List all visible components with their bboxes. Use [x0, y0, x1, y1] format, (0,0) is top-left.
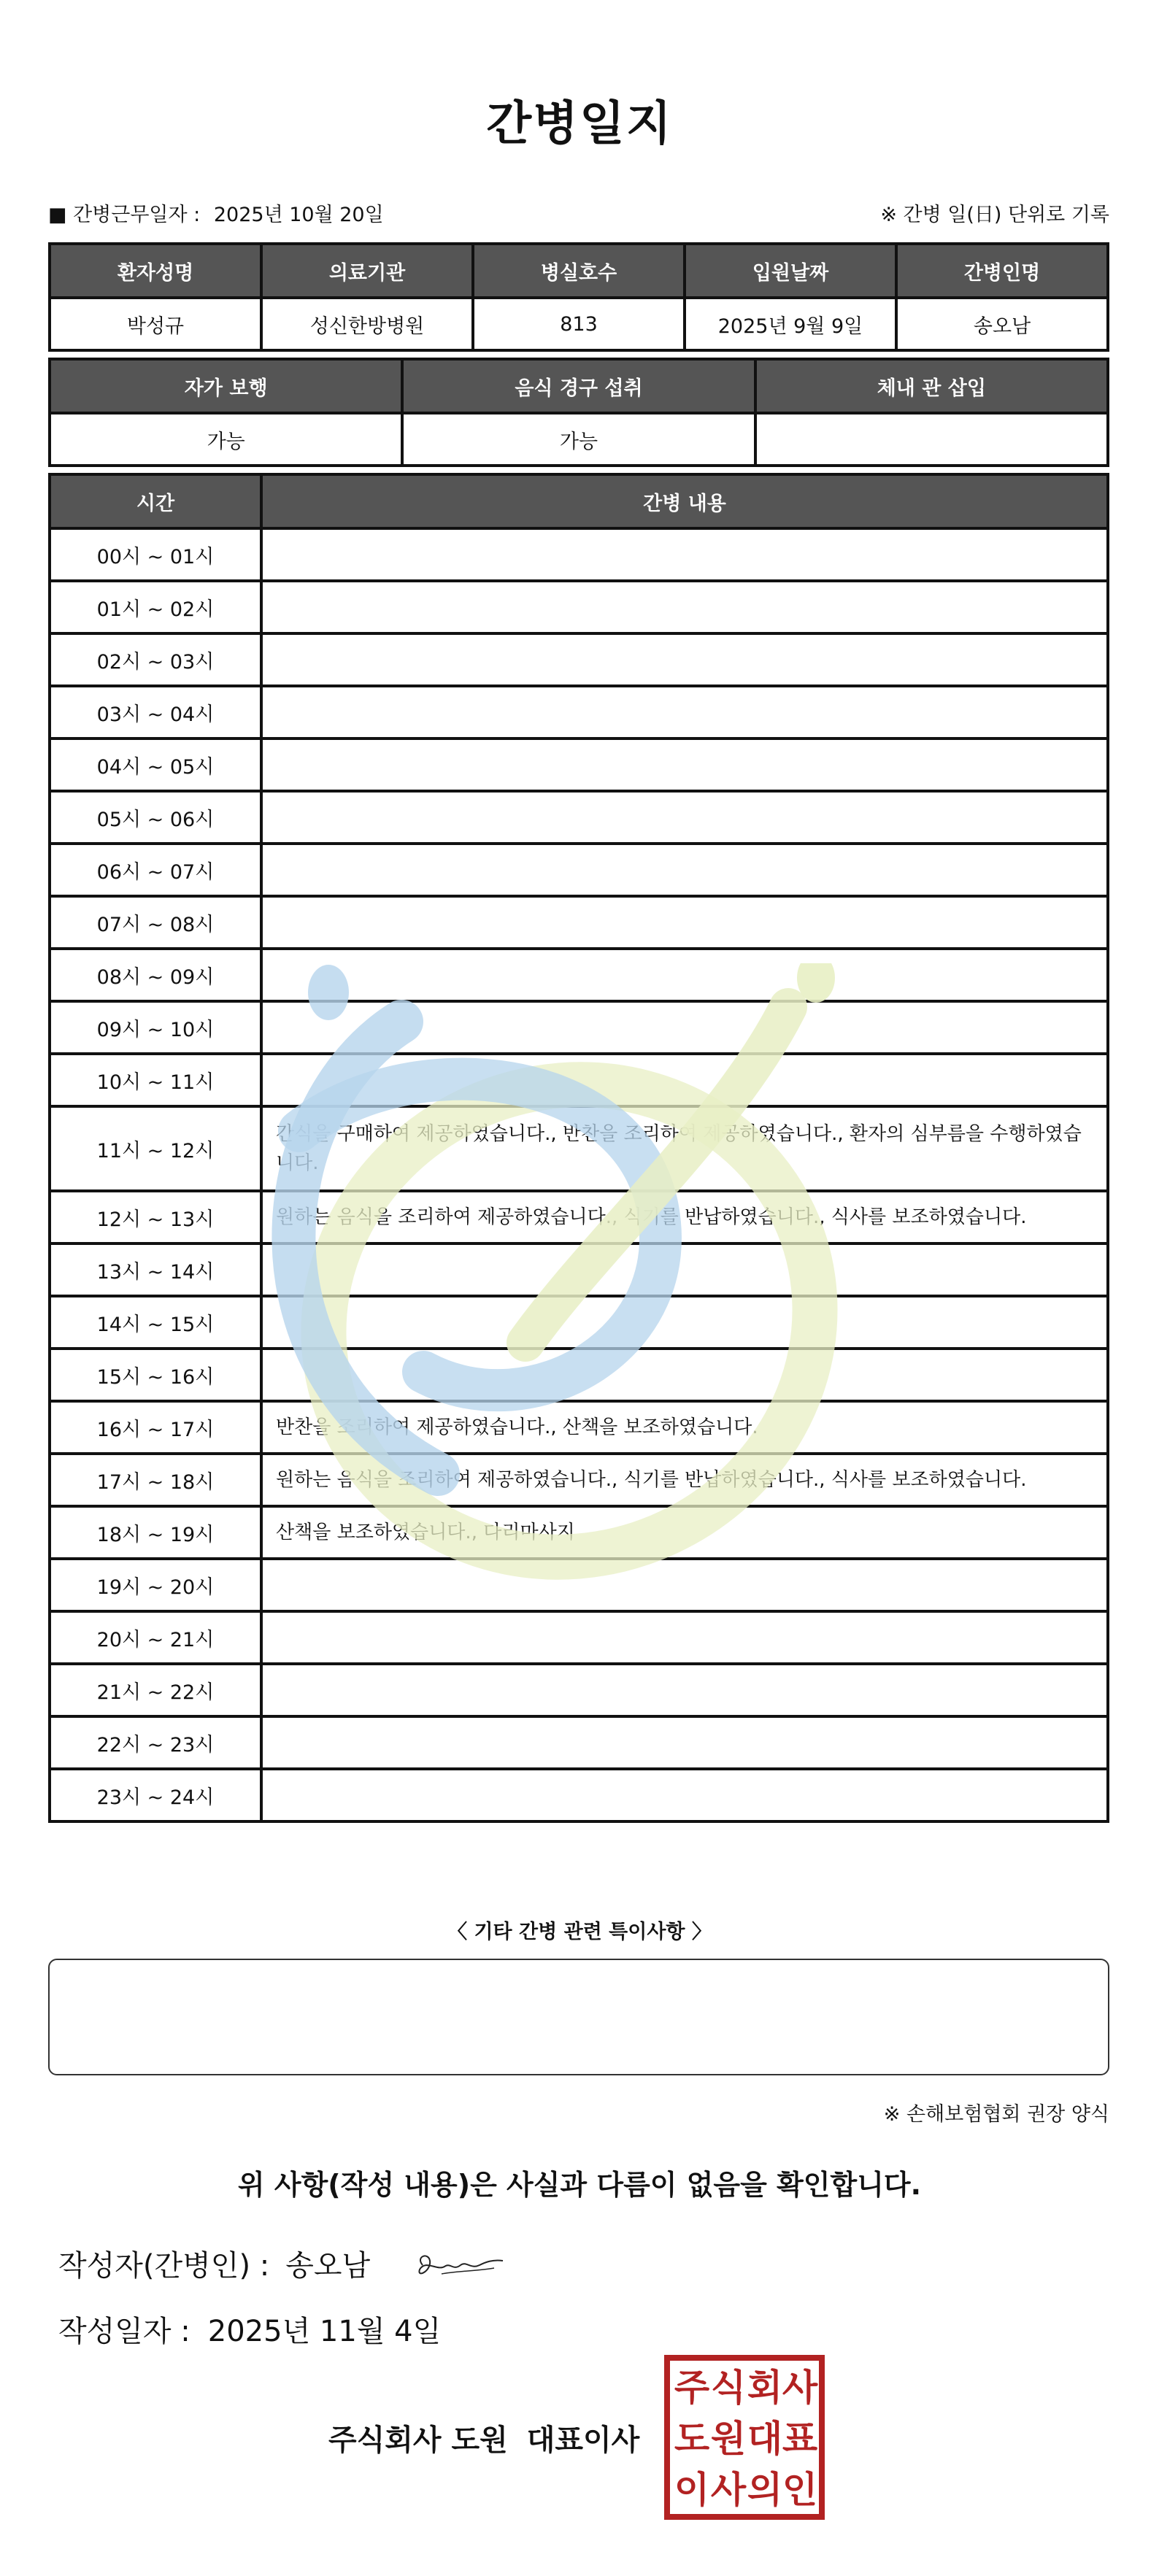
svg-text:식: 식: [710, 2367, 747, 2409]
table-row: [50, 1559, 1108, 1611]
time-cell: 11시 ~ 12시: [50, 1106, 261, 1191]
company-ceo-title: 대표이사: [526, 2423, 640, 2457]
time-cell: 02시 ~ 03시: [50, 633, 261, 686]
header-tube-insertion: 체내 관 삽입: [755, 359, 1108, 413]
company-line: [328, 2417, 639, 2459]
care-content-cell: 원하는 음식을 조리하여 제공하였습니다., 식기를 반납하였습니다., 식사를 보조하였습니다.: [261, 1454, 1108, 1506]
care-content-cell: [261, 739, 1108, 791]
svg-text:도: 도: [674, 2418, 710, 2460]
header-patient-name: 환자성명: [50, 244, 261, 298]
care-content-cell: [261, 1611, 1108, 1664]
patient-status-table: [48, 358, 1109, 467]
table-row: [50, 949, 1108, 1001]
remarks-title: 〈 기타 간병 관련 특이사항 〉: [447, 1921, 712, 1943]
care-content-cell: [261, 896, 1108, 949]
time-cell: 17시 ~ 18시: [50, 1454, 261, 1506]
care-content-cell: [261, 1001, 1108, 1054]
care-content-cell: 원하는 음식을 조리하여 제공하였습니다., 식기를 반납하였습니다., 식사를 보조하였습니다.: [261, 1191, 1108, 1243]
time-cell: 05시 ~ 06시: [50, 791, 261, 844]
time-cell: 00시 ~ 01시: [50, 528, 261, 581]
time-cell: 15시 ~ 16시: [50, 1349, 261, 1401]
caregiver-name: 송오남: [896, 298, 1108, 350]
patient-name: 박성규: [50, 298, 261, 350]
company-seal-icon: [664, 2355, 825, 2520]
time-cell: 18시 ~ 19시: [50, 1506, 261, 1559]
time-cell: 13시 ~ 14시: [50, 1243, 261, 1296]
time-cell: 22시 ~ 23시: [50, 1716, 261, 1769]
table-row: [50, 1401, 1108, 1454]
writer-line: [58, 2243, 370, 2284]
oral-intake-value: 가능: [402, 413, 755, 466]
confirmation-statement: 위 사항(작성 내용)은 사실과 다름이 없음을 확인합니다.: [237, 2169, 922, 2201]
header-care-content: 간병 내용: [261, 474, 1108, 528]
company-name: 주식회사 도원: [328, 2423, 508, 2457]
care-content-cell: 간식을 구매하여 제공하였습니다., 반찬을 조리하여 제공하였습니다., 환자의 심부름을 수행하였습니다.: [261, 1106, 1108, 1191]
table-row: [50, 528, 1108, 581]
patient-value-row: [50, 298, 1108, 350]
log-header-row: [50, 474, 1108, 528]
care-content-cell: [261, 791, 1108, 844]
tube-insertion-value: [755, 413, 1108, 466]
care-content-cell: [261, 1349, 1108, 1401]
table-row: [50, 1716, 1108, 1769]
writer-label: 작성자(간병인) :: [58, 2249, 270, 2283]
svg-text:사: 사: [782, 2367, 818, 2409]
table-row: [50, 791, 1108, 844]
institution: 성신한방병원: [261, 298, 473, 350]
time-cell: 12시 ~ 13시: [50, 1191, 261, 1243]
self-walking-value: 가능: [50, 413, 402, 466]
admission-date: 2025년 9월 9일: [685, 298, 896, 350]
svg-text:인: 인: [782, 2469, 818, 2511]
patient-header-row: [50, 244, 1108, 298]
care-content-cell: [261, 1559, 1108, 1611]
table-row: [50, 739, 1108, 791]
writer-name: 송오남: [285, 2249, 371, 2283]
care-content-cell: [261, 633, 1108, 686]
status-header-row: [50, 359, 1108, 413]
time-cell: 01시 ~ 02시: [50, 581, 261, 633]
header-caregiver-name: 간병인명: [896, 244, 1108, 298]
time-cell: 16시 ~ 17시: [50, 1401, 261, 1454]
work-date-value: 2025년 10월 20일: [213, 204, 384, 226]
svg-text:이: 이: [674, 2469, 710, 2511]
care-content-cell: [261, 1716, 1108, 1769]
table-row: [50, 844, 1108, 896]
table-row: [50, 1506, 1108, 1559]
table-row: [50, 581, 1108, 633]
table-row: [50, 1054, 1108, 1106]
svg-text:주: 주: [674, 2367, 710, 2409]
status-value-row: [50, 413, 1108, 466]
patient-info-table: [48, 242, 1109, 352]
remarks-box: [48, 1959, 1109, 2075]
form-source-note: ※ 손해보험협회 권장 양식: [883, 2103, 1109, 2126]
time-cell: 20시 ~ 21시: [50, 1611, 261, 1664]
table-row: [50, 1296, 1108, 1349]
table-row: [50, 896, 1108, 949]
care-content-cell: [261, 1054, 1108, 1106]
care-content-cell: 산책을 보조하였습니다., 다리마사지: [261, 1506, 1108, 1559]
written-date-value: 2025년 11월 4일: [207, 2315, 442, 2348]
written-date-line: [58, 2308, 441, 2350]
care-content-cell: [261, 1243, 1108, 1296]
care-content-cell: [261, 528, 1108, 581]
work-date: [48, 198, 384, 227]
care-content-cell: [261, 844, 1108, 896]
page-title: 간병일지: [486, 97, 673, 151]
table-row: [50, 1001, 1108, 1054]
time-cell: 07시 ~ 08시: [50, 896, 261, 949]
time-cell: 23시 ~ 24시: [50, 1769, 261, 1821]
time-cell: 08시 ~ 09시: [50, 949, 261, 1001]
signature-icon: [412, 2249, 507, 2286]
care-content-cell: [261, 1769, 1108, 1821]
header-self-walking: 자가 보행: [50, 359, 402, 413]
table-row: [50, 686, 1108, 739]
room-number: 813: [473, 298, 685, 350]
time-cell: 19시 ~ 20시: [50, 1559, 261, 1611]
time-cell: 09시 ~ 10시: [50, 1001, 261, 1054]
svg-text:원: 원: [710, 2418, 747, 2460]
time-cell: 03시 ~ 04시: [50, 686, 261, 739]
care-log-table: [48, 473, 1109, 1823]
care-content-cell: [261, 949, 1108, 1001]
header-room: 병실호수: [473, 244, 685, 298]
time-cell: 14시 ~ 15시: [50, 1296, 261, 1349]
header-oral-intake: 음식 경구 섭취: [402, 359, 755, 413]
written-date-label: 작성일자 :: [58, 2315, 190, 2348]
table-row: [50, 633, 1108, 686]
table-row: [50, 1454, 1108, 1506]
work-date-label: ■ 간병근무일자 :: [48, 204, 201, 226]
table-row: [50, 1611, 1108, 1664]
header-institution: 의료기관: [261, 244, 473, 298]
time-cell: 04시 ~ 05시: [50, 739, 261, 791]
header-admission-date: 입원날짜: [685, 244, 896, 298]
table-row: [50, 1243, 1108, 1296]
svg-text:사: 사: [710, 2469, 747, 2511]
table-row: [50, 1191, 1108, 1243]
record-unit-note: ※ 간병 일(日) 단위로 기록: [880, 204, 1109, 226]
table-row: [50, 1349, 1108, 1401]
svg-text:회: 회: [747, 2367, 783, 2409]
care-content-cell: [261, 1664, 1108, 1716]
care-content-cell: [261, 581, 1108, 633]
svg-text:표: 표: [782, 2418, 818, 2460]
care-content-cell: [261, 686, 1108, 739]
time-cell: 06시 ~ 07시: [50, 844, 261, 896]
svg-text:의: 의: [747, 2469, 783, 2511]
care-content-cell: [261, 1296, 1108, 1349]
table-row: [50, 1664, 1108, 1716]
table-row: [50, 1769, 1108, 1821]
time-cell: 10시 ~ 11시: [50, 1054, 261, 1106]
time-cell: 21시 ~ 22시: [50, 1664, 261, 1716]
table-row: [50, 1106, 1108, 1191]
header-time: 시간: [50, 474, 261, 528]
svg-text:대: 대: [747, 2418, 783, 2460]
care-content-cell: 반찬을 조리하여 제공하였습니다., 산책을 보조하였습니다.: [261, 1401, 1108, 1454]
